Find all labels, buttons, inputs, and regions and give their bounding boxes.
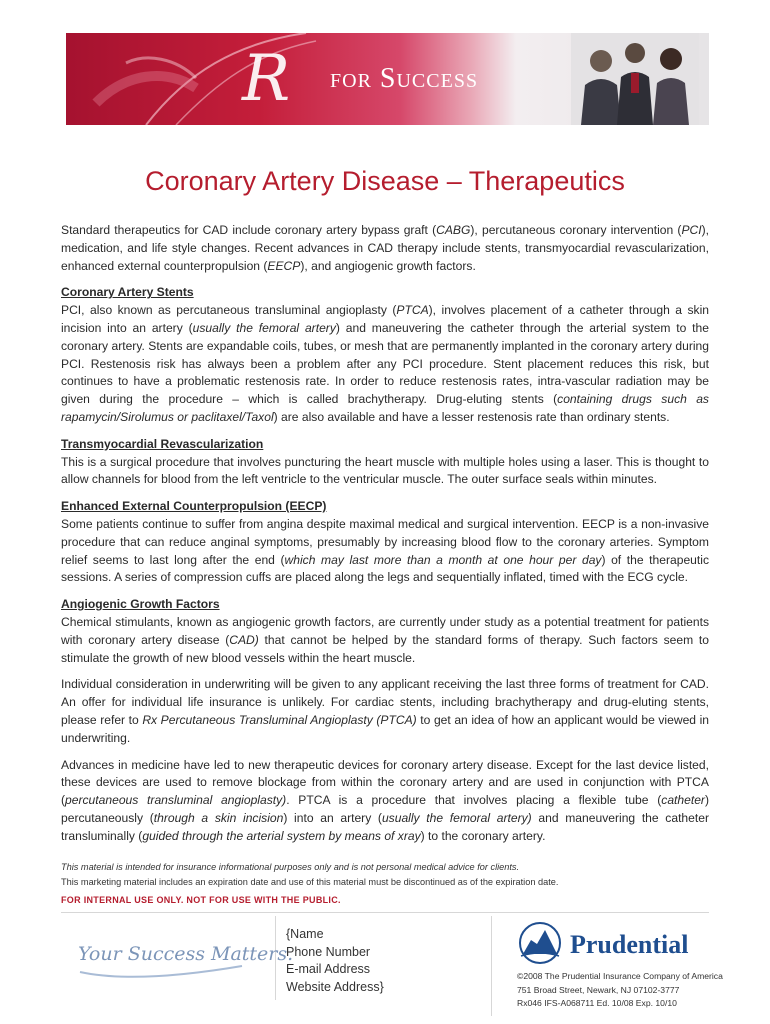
contact-website: Website Address} [286,979,384,994]
italic-text: containing drugs such as rapamycin/Sirolumus or paclitaxel/Taxol [61,392,709,424]
legal-line: ©2008 The Prudential Insurance Company of America [517,971,723,981]
prudential-logo: Prudential [570,930,689,959]
section-eecp [61,498,709,587]
contact-phone: Phone Number [286,944,371,959]
italic-text: EECP [267,258,301,273]
italic-text: catheter [661,793,705,808]
legal-text [517,970,723,1011]
slogan-swoosh-graphic [76,964,246,984]
italic-text: PTCA [396,303,429,318]
internal-use-notice: FOR INTERNAL USE ONLY. NOT FOR USE WITH THE PUBLIC. [61,895,341,905]
legal-line: Rx046 IFS-A068711 Ed. 10/08 Exp. 10/10 [517,998,677,1008]
contact-block [286,926,384,996]
contact-name: {Name [286,927,324,941]
article-body [61,222,709,855]
italic-text: through a skin incision [153,810,284,825]
section-heading: Angiogenic Growth Factors [61,597,220,612]
section-heading: Enhanced External Counterpropulsion (EECP) [61,499,327,514]
advances-paragraph [61,757,709,846]
prudential-rock-icon [517,922,563,964]
text-run: Some patients continue to suffer from angina despite maximal medical and surgical intervention. EECP is a non-invasive procedure that can reduce anginal symptoms, presumably by increasing blood flow to the coronary arteries. Symptom relief seems to last long after the end ( [61,516,709,567]
legal-line: 751 Broad Street, Newark, NJ 07102-3777 [517,984,680,995]
text-run: Chemical stimulants, known as angiogenic growth factors, are currently under study as a potential treatment for patients with coronary artery disease ( [61,614,709,647]
text-run: that cannot be helped by the standard forms of therapy. Such factors seem to stimulate the growth of new blood vessels within the heart muscle. [61,632,709,665]
section-heading: Transmyocardial Revascularization [61,436,264,451]
text-run: ), medication, and life style changes. Recent advances in CAD therapy include stents, transmyocardial revascularization, enhanced external counterpropulsion ( [61,223,709,273]
section-tmr [61,436,709,489]
text-run: ) percutaneously ( [61,793,709,825]
section-body [61,454,709,490]
text-run: ) and maneuvering the catheter through the arterial system to the coronary artery. Stents are expandable coils, tubes, or mesh that are permanently implanted in the coronary artery during PCI. Restenosis risk has always been a problem after any PCI procedure. Stent placement reduces this risk, but continues to have a problematic restenosis rate. In order to reduce restenosis rates, intra-vascular radiation may be given during the procedure – which is called brachytherapy. Drug-eluting stents ( [61,320,709,407]
section-growth-factors [61,596,709,667]
slogan: Your Success Matters. [78,943,294,965]
italic-text: usually the femoral artery [192,320,336,335]
underwriting-paragraph [61,676,709,747]
text-run: to get an idea of how an applicant would be viewed in underwriting. [61,712,710,745]
section-body [61,302,709,427]
italic-text: percutaneous transluminal angioplasty) [65,793,287,808]
text-run: PCI, also known as percutaneous transluminal angioplasty ( [61,303,397,318]
text-run: Individual consideration in underwriting will be given to any applicant receiving the last three forms of treatment for CAD. An offer for individual life insurance is unlikely. For cardiac stents, including brachytherapy and drug-eluting stents, please refer to [61,677,709,727]
rx-logo-mark: R [242,42,291,116]
italic-text: PCI [681,223,702,237]
banner-tagline: for Success [330,63,479,94]
text-run: and maneuvering the catheter transluminally ( [61,810,709,843]
section-stents [61,284,709,426]
business-people-photo [571,33,699,125]
text-run: ) to the coronary artery. [420,828,546,843]
header-banner [66,33,709,125]
footer-divider [61,912,709,913]
page-title: Coronary Artery Disease – Therapeutics [145,166,625,196]
intro-paragraph [61,222,709,275]
italic-text: Rx Percutaneous Transluminal Angioplasty (PTCA) [142,712,417,727]
italic-text: which may last more than a month at one hour per day [284,552,602,567]
section-body [61,614,709,667]
disclaimer-line: This marketing material includes an expiration date and use of this material must be discontinued as of the expiration date. [61,877,559,887]
text-run: ), involves placement of a catheter through a skin incision into an artery ( [61,303,709,335]
disclaimer-line: This material is intended for insurance informational purposes only and is not personal medical advice for clients. [61,862,520,872]
disclaimer [61,860,709,890]
italic-text: CABG [436,223,471,237]
footer-column-divider [491,916,492,1016]
text-run: ), percutaneous coronary intervention ( [470,223,682,237]
section-body [61,516,709,587]
section-heading: Coronary Artery Stents [61,285,194,300]
text-run: . PTCA is a procedure that involves placing a flexible tube ( [286,793,662,808]
contact-email: E-mail Address [286,962,371,976]
italic-text: guided through the arterial system by means of xray [142,828,421,843]
text-run: ), and angiogenic growth factors. [300,258,476,273]
text-run: This is a surgical procedure that involves puncturing the heart muscle with multiple holes using a laser. This is thought to allow channels for blood from the left ventricle to the ventricular muscle. The outer surface seals within minutes. [61,454,709,487]
italic-text: usually the femoral artery) [381,810,532,825]
text-run: ) are also available and have a lesser restenosis rate than ordinary stents. [273,409,670,424]
text-run: Advances in medicine have led to new therapeutic devices for coronary artery disease. Except for the last device listed, these devices are used to remove blockage from within the coronary artery and are used in conjunction with PTCA ( [61,757,709,808]
text-run: ) of the therapeutic sessions. A series of compression cuffs are placed along the legs and sequentially inflated, timed with the ECG cycle. [61,552,709,585]
text-run: Standard therapeutics for CAD include coronary artery bypass graft ( [61,223,437,237]
italic-text: CAD) [229,632,259,647]
text-run: ) into an artery ( [283,810,382,825]
